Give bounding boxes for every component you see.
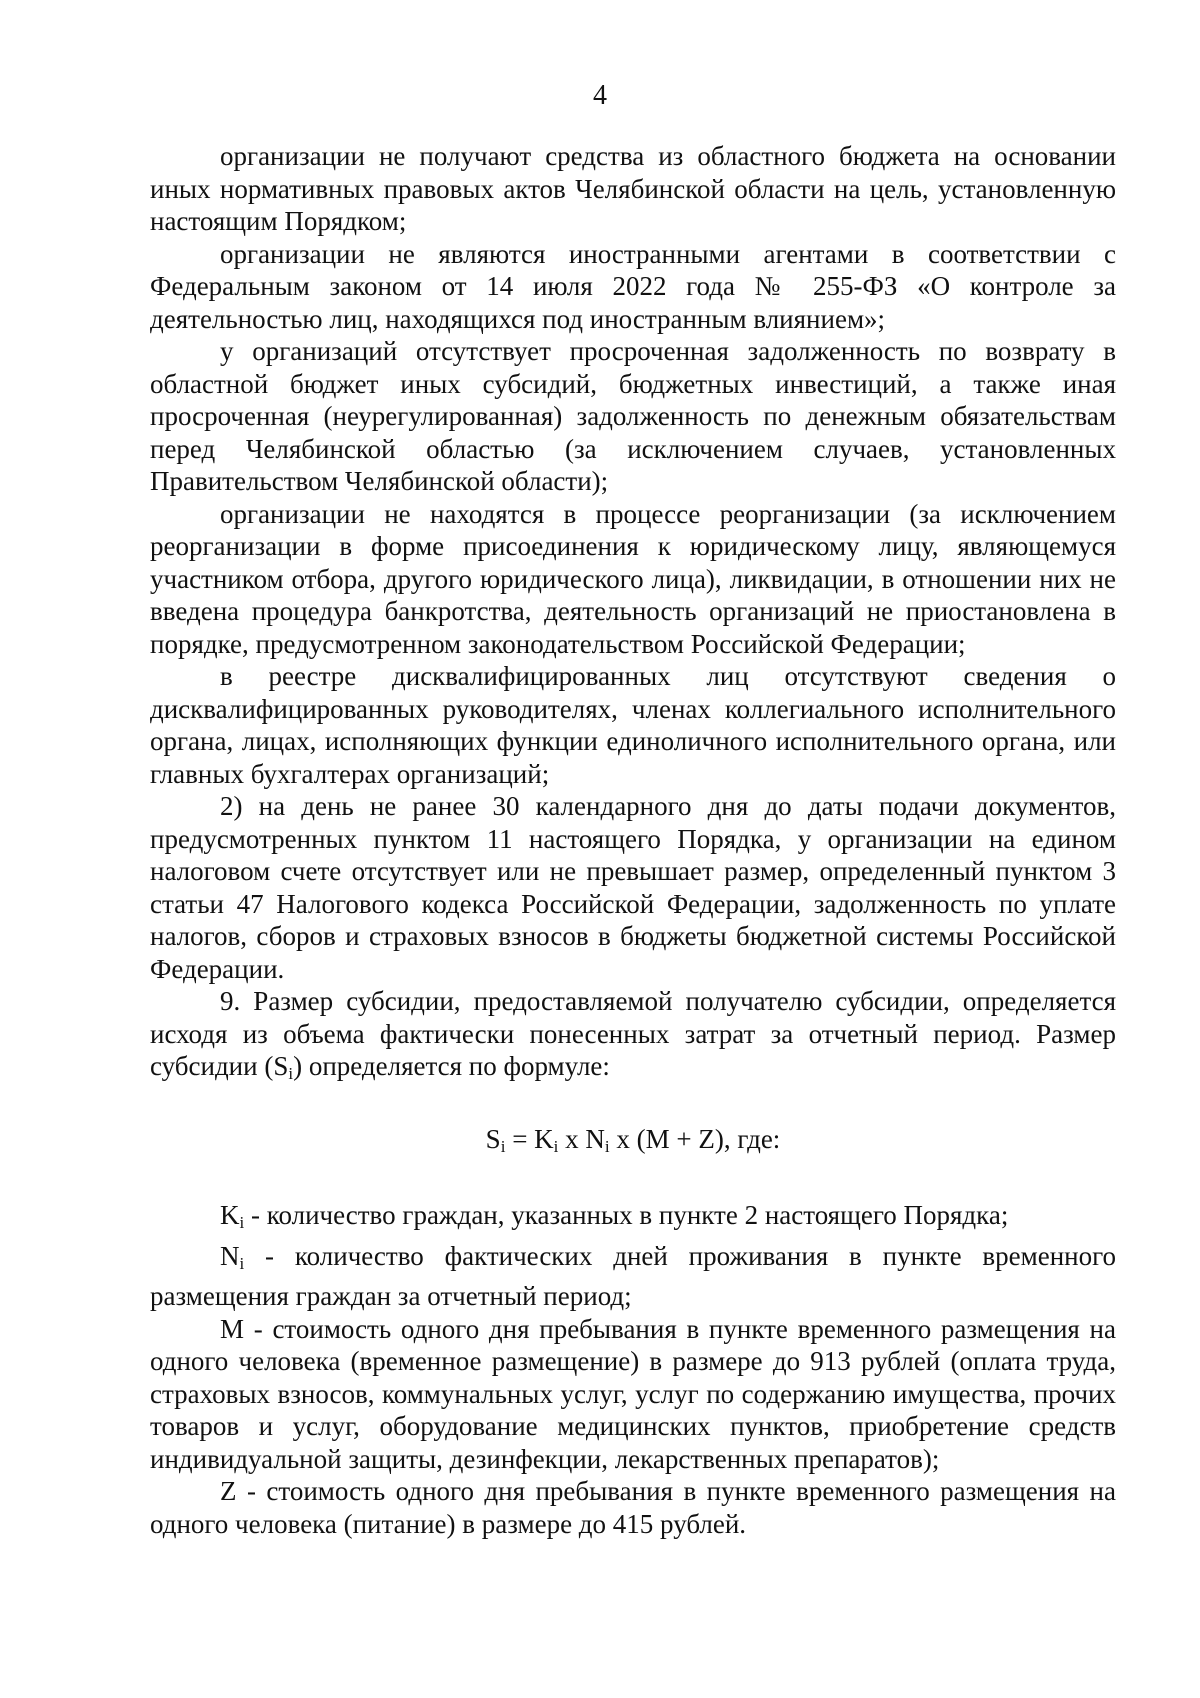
paragraph-tax-debt: 2) на день не ранее 30 календарного дня до даты подачи документов, предусмотренных пунктом 11 настоящего Порядка, у организации на едином налоговом счете отсутствует или не превышает размер, определенный пунктом 3 статьи 47 Налогового кодекса Российской Федерации, задолженность по уплате налогов, сборов и страховых взносов в бюджеты бюджетной системы Российской Федерации. — [150, 791, 1116, 984]
definition-k-subscript: i — [239, 1213, 245, 1232]
definition-z — [150, 1475, 1116, 1540]
definition-n-text: - количество фактических дней проживания в пункте временного размещения граждан за отчетный период; — [150, 1240, 1116, 1311]
definition-m-symbol: M — [220, 1313, 245, 1344]
definition-k — [150, 1199, 1116, 1240]
formula-s-subscript: i — [500, 1136, 506, 1156]
formula-s: S — [485, 1123, 501, 1154]
formula-k-subscript: i — [553, 1136, 559, 1156]
formula-n-subscript: i — [604, 1136, 610, 1156]
paragraph-foreign-funds: организации не получают средства из областного бюджета на основании иных нормативных правовых актов Челябинской области на цель, установленную настоящим Порядком; — [150, 141, 1116, 236]
paragraph-foreign-agents: организации не являются иностранными агентами в соответствии с Федеральным законом от 14 июля 2022 года № 255-ФЗ «О контроле за деятельностью лиц, находящихся под иностранным влиянием»; — [150, 238, 1116, 334]
definition-k-symbol: K — [220, 1200, 240, 1230]
definition-n-subscript: i — [239, 1253, 245, 1273]
subsidy-symbol-subscript: i — [288, 1064, 294, 1083]
page-number: 4 — [593, 80, 607, 111]
formula-x-n: x N — [558, 1123, 605, 1154]
subsidy-size-text: 9. Размер субсидии, предоставляемой получателю субсидии, определяется исходя из объема фактически понесенных затрат за отчетный период. Размер субсидии (S — [150, 986, 1116, 1081]
definition-z-text: - стоимость одного дня пребывания в пункте временного размещения на одного человека (питание) в размере до 415 рублей. — [150, 1476, 1116, 1539]
definition-n-symbol: N — [220, 1240, 240, 1271]
definition-k-text: - количество граждан, указанных в пункте 2 настоящего Порядка; — [244, 1200, 1009, 1230]
document-body — [150, 140, 1116, 1540]
definition-m — [150, 1313, 1116, 1476]
formula-eq-k: = K — [505, 1123, 554, 1154]
definition-m-text: - стоимость одного дня пребывания в пункте временного размещения на одного человека (временное размещение) в размере до 913 рублей (оплата труда, страховых взносов, коммунальных услуг, услуг по содержанию имущества, прочих товаров и услуг, оборудование медицинских пунктов, приобретение средств индивидуальной защиты, дезинфекции, лекарственных препаратов); — [150, 1313, 1116, 1474]
definition-z-symbol: Z — [220, 1476, 237, 1506]
paragraph-subsidy-size — [150, 985, 1116, 1091]
paragraph-disqualified-persons: в реестре дисквалифицированных лиц отсутствуют сведения о дисквалифицированных руководителях, членах коллегиального исполнительного органа, лицах, исполняющих функции единоличного исполнительного органа, или главных бухгалтерах организаций; — [150, 661, 1116, 789]
formula-rest: x (M + Z), где: — [609, 1123, 781, 1154]
paragraph-overdue-debt: у организаций отсутствует просроченная задолженность по возврату в областной бюджет иных субсидий, бюджетных инвестиций, а также иная просроченная (неурегулированная) задолженность по денежным обязательствам перед Челябинской областью (за исключением случаев, установленных Правительством Челябинской области); — [150, 336, 1116, 496]
paragraph-reorganization: организации не находятся в процессе реорганизации (за исключением реорганизации в форме присоединения к юридическому лицу, являющемуся участником отбора, другого юридического лица), ликвидации, в отношении них не введена процедура банкротства, деятельность организаций не приостановлена в порядке, предусмотренном законодательством Российской Федерации; — [150, 498, 1116, 659]
definition-n — [150, 1240, 1116, 1313]
subsidy-size-text-end: ) определяется по формуле: — [293, 1051, 610, 1081]
subsidy-formula — [150, 1091, 1116, 1200]
